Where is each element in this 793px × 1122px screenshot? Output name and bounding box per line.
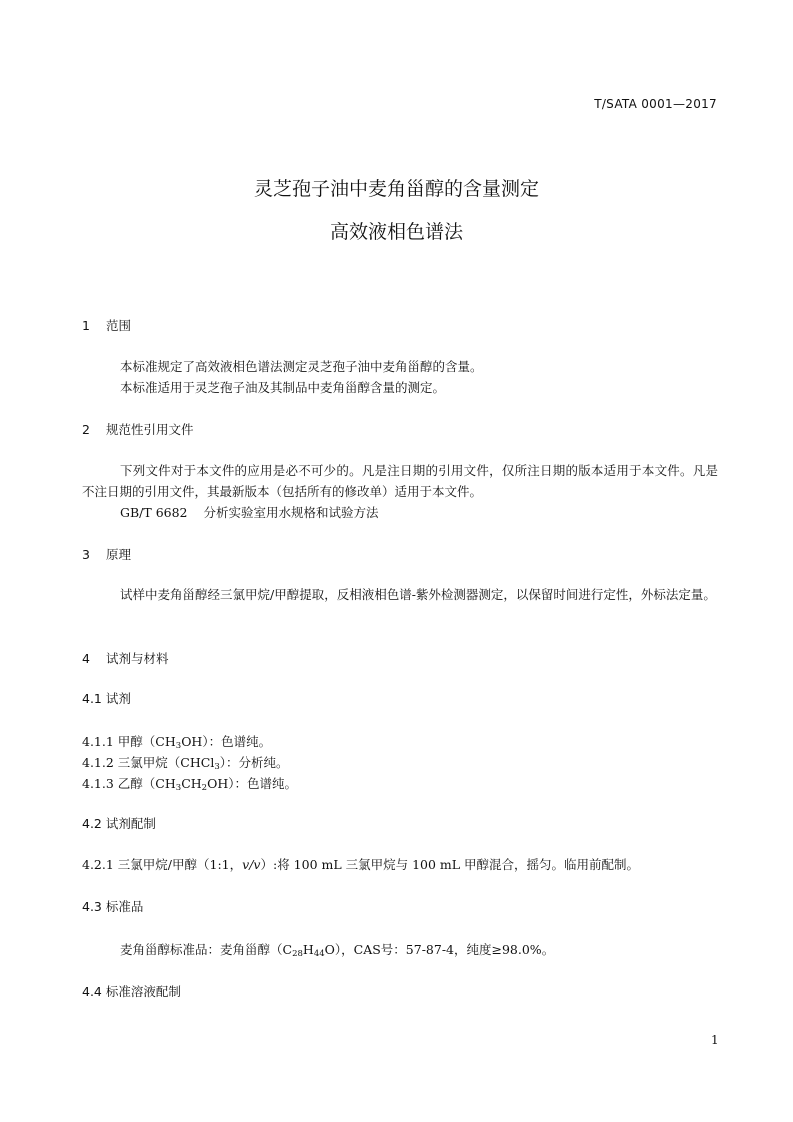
normative-reference (82, 502, 718, 523)
item-number: 4.1.1 (82, 734, 114, 749)
item-text: OH）：色谱纯。 (181, 734, 272, 749)
item-text: 甲醇（CH (117, 734, 176, 749)
paragraph: 试样中麦角甾醇经三氯甲烷/甲醇提取，反相液相色谱-紫外检测器测定，以保留时间进行定性，外标法定量。 (120, 587, 716, 602)
section-2-body (82, 460, 718, 523)
subscript: 2 (201, 783, 208, 793)
preparation-item (82, 854, 718, 875)
item-text: 三氯甲烷/甲醇（1:1， (117, 857, 243, 872)
section-title: 试剂与材料 (105, 651, 169, 666)
subscript: 3 (214, 762, 220, 772)
section-number: 3 (82, 547, 90, 562)
document-subtitle: 高效液相色谱法 (329, 221, 463, 243)
reagent-preparation (82, 854, 718, 875)
item-number: 4.1.2 (82, 755, 114, 770)
item-text: 乙醇（CH (117, 776, 176, 791)
section-heading-2 (82, 420, 718, 440)
section-heading-4 (82, 649, 718, 669)
section-3-body (82, 584, 718, 605)
section-heading-3 (82, 545, 718, 565)
reference-code: GB/T 6682 (120, 505, 188, 520)
document-code: T/SATA 0001—2017 (594, 97, 717, 111)
section-number: 2 (82, 422, 90, 437)
reagent-item (82, 752, 718, 773)
subsection-title: 试剂 (105, 691, 131, 706)
subsection-heading-4-1 (82, 689, 718, 709)
subsection-title: 标准溶液配制 (105, 984, 181, 999)
subsection-heading-4-4 (82, 982, 718, 1002)
standard-substance (82, 939, 718, 960)
section-number: 4 (82, 651, 90, 666)
item-number: 4.2.1 (82, 857, 114, 872)
section-title: 规范性引用文件 (105, 422, 194, 437)
subsection-number: 4.2 (82, 816, 102, 831)
reagent-list (82, 731, 718, 794)
page-number: 1 (711, 1033, 719, 1047)
subscript: 44 (313, 949, 325, 959)
section-title: 范围 (105, 318, 131, 333)
subsection-heading-4-2 (82, 814, 718, 834)
subsection-number: 4.1 (82, 691, 102, 706)
reference-title: 分析实验室用水规格和试验方法 (203, 505, 379, 520)
document-title: 灵芝孢子油中麦角甾醇的含量测定 (253, 178, 539, 200)
item-text: 三氯甲烷（CHCl (117, 755, 215, 770)
subsection-heading-4-3 (82, 897, 718, 917)
paragraph: 下列文件对于本文件的应用是必不可少的。凡是注日期的引用文件，仅所注日期的版本适用于本文件。凡是不注日期的引用文件，其最新版本（包括所有的修改单）适用于本文件。 (82, 463, 718, 499)
reagent-item (82, 731, 718, 752)
item-text: ）:将 100 mL 三氯甲烷与 100 mL 甲醇混合，摇匀。临用前配制。 (260, 857, 640, 872)
subscript: 3 (175, 741, 182, 751)
subscript: 3 (175, 783, 182, 793)
paragraph (82, 939, 718, 960)
subsection-number: 4.3 (82, 899, 102, 914)
subsection-title: 试剂配制 (105, 816, 156, 831)
subsection-title: 标准品 (105, 899, 144, 914)
ratio-unit: v/v (242, 857, 261, 872)
reagent-item (82, 773, 718, 794)
subscript: 28 (292, 949, 303, 959)
section-1-body (82, 356, 718, 398)
subsection-number: 4.4 (82, 984, 102, 999)
item-text: H (302, 942, 314, 957)
section-number: 1 (82, 318, 90, 333)
paragraph: 本标准规定了高效液相色谱法测定灵芝孢子油中麦角甾醇的含量。 (120, 359, 483, 374)
item-text: O），CAS号：57-87-4，纯度≥98.0%。 (324, 942, 555, 957)
section-title: 原理 (105, 547, 131, 562)
item-text: CH (181, 776, 202, 791)
paragraph: 本标准适用于灵芝孢子油及其制品中麦角甾醇含量的测定。 (120, 380, 446, 395)
section-heading-1 (82, 316, 718, 336)
item-text: OH）：色谱纯。 (207, 776, 297, 791)
item-number: 4.1.3 (82, 776, 114, 791)
item-text: 麦角甾醇标准品：麦角甾醇（C (120, 942, 293, 957)
item-text: ）：分析纯。 (219, 755, 289, 770)
